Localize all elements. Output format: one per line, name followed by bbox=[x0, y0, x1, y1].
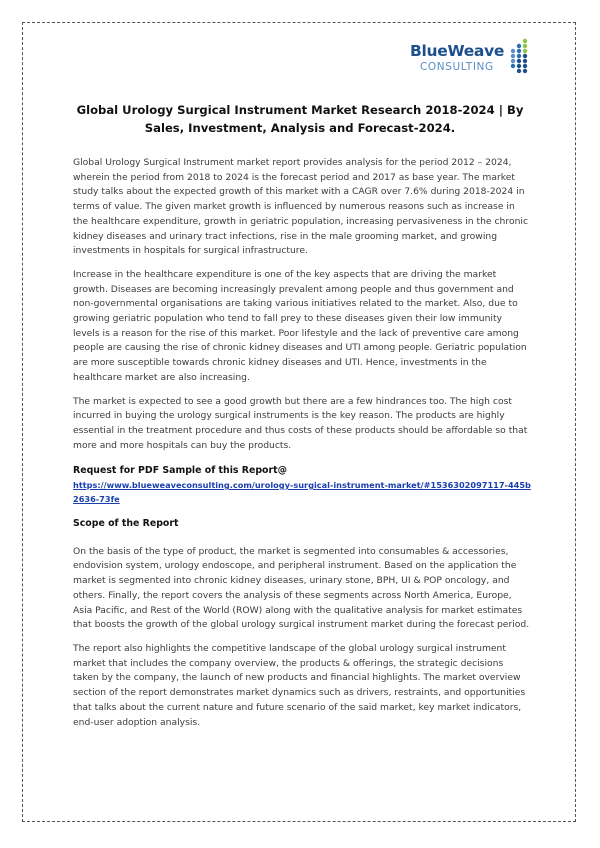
drivers-paragraph: Increase in the healthcare expenditure is one of the key aspects that are driving the market growth. Diseases are becoming increasingly prevalent among people and thus government and non-governmental organisations are taking various initiatives related to the market. Also, due to growing geriatric population who tend to fall prey to these diseases given their low immunity levels is a reason for the rise of this market. Poor lifestyle and the lack of preventive care among people are causing the rise of chronic kidney diseases and UTI among people. Geriatric population are more susceptible towards chronic kidney diseases and UTI. Hence, investments in the healthcare market are also increasing. bbox=[73, 268, 527, 383]
scope-heading: Scope of the Report bbox=[73, 518, 179, 530]
competitive-landscape-paragraph: The report also highlights the competitive landscape of the global urology surgical instrument market that includes the company overview, the products & offerings, the strategic decisions taken by the company, the launch of new products and financial highlights. The market overview section of the report demonstrates market dynamics such as drivers, restraints, and opportunities that talks about the current nature and future scenario of the said market, key market indicators, end-user adoption analysis. bbox=[73, 642, 526, 728]
segmentation-paragraph: On the basis of the type of product, the market is segmented into consumables & accessories, endovision system, urology endoscope, and peripheral instrument. Based on the application the market is segmented into chronic kidney diseases, urinary stone, BPH, UI & POP oncology, and others. Finally, the report covers the analysis of these segments across North America, Europe, Asia Pacific, and Rest of the World (ROW) along with the qualitative analysis for market estimates that boosts the growth of the global urology surgical instrument market during the forecast period. bbox=[73, 545, 530, 631]
logo-name: BlueWeave bbox=[410, 42, 505, 60]
intro-paragraph: Global Urology Surgical Instrument market report provides analysis for the period 2012 – 2024, wherein the period from 2018 to 2024 is the forecast period and 2017 as base year. The market study talks about the expected growth of this market with a CAGR over 7.6% during 2018-2024 in terms of value. The given market growth is influenced by numerous reasons such as increase in the healthcare expenditure, growth in geriatric population, increasing pervasiveness in the chronic kidney diseases and urinary tract infections, rise in the male grooming market, and growing investments in hospitals for surgical infrastructure. bbox=[73, 157, 529, 257]
logo-subtitle: CONSULTING bbox=[420, 61, 494, 73]
report-body bbox=[73, 156, 531, 730]
hindrances-paragraph: The market is expected to see a good growth but there are a few hindrances too. The high cost incurred in buying the urology surgical instruments is the key reason. The products are highly essential in the treatment procedure and thus costs of these products should be affordable so that more and more hospitals can buy the products. bbox=[73, 395, 528, 451]
page-title: Global Urology Surgical Instrument Market Research 2018-2024 | By Sales, Investment, Analysis and Forecast-2024. bbox=[76, 103, 524, 135]
request-heading: Request for PDF Sample of this Report@ bbox=[73, 465, 287, 477]
logo-dots-icon bbox=[510, 38, 532, 78]
blueweave-logo bbox=[410, 38, 530, 82]
sample-report-link[interactable]: https://www.blueweaveconsulting.com/urology-surgical-instrument-market/#1536302097117-445b2636-73fe bbox=[73, 480, 531, 504]
